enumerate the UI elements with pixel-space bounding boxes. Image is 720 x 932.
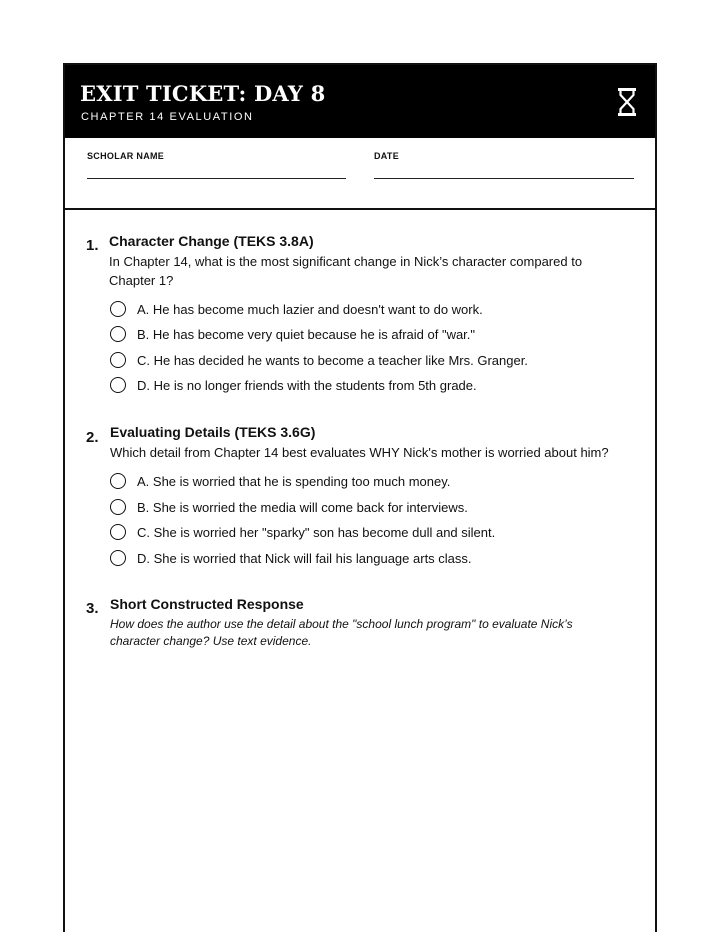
radio-button[interactable] — [110, 550, 126, 566]
option-d[interactable] — [110, 375, 477, 395]
option-label: B. She is worried the media will come back for interviews. — [137, 499, 468, 515]
option-label: C. He has decided he wants to become a teacher like Mrs. Granger. — [137, 352, 528, 368]
question-number: 2. — [86, 429, 99, 446]
option-d[interactable] — [110, 548, 472, 568]
question-title: Short Constructed Response — [110, 596, 304, 612]
option-label: B. He has become very quiet because he is afraid of "war." — [137, 326, 476, 342]
date-line[interactable] — [374, 178, 634, 179]
name-date-row — [65, 138, 655, 210]
radio-button[interactable] — [110, 301, 126, 317]
question-prompt: In Chapter 14, what is the most significant change in Nick’s character compared to Chapter 1? — [109, 254, 583, 288]
scholar-name-label: SCHOLAR NAME — [87, 151, 165, 161]
option-b[interactable] — [110, 497, 468, 517]
option-label: C. She is worried her "sparky" son has become dull and silent. — [137, 524, 496, 540]
radio-button[interactable] — [110, 473, 126, 489]
exit-ticket-sheet — [63, 63, 657, 932]
scholar-name-line[interactable] — [87, 178, 346, 179]
option-label: A. He has become much lazier and doesn't want to do work. — [137, 301, 483, 317]
option-a[interactable] — [110, 299, 483, 319]
question-title: Character Change (TEKS 3.8A) — [109, 233, 314, 249]
header-banner — [65, 65, 655, 138]
scholar-name-field[interactable] — [87, 151, 164, 161]
option-label: A. She is worried that he is spending too much money. — [137, 473, 451, 489]
radio-button[interactable] — [110, 499, 126, 515]
radio-button[interactable] — [110, 352, 126, 368]
option-a[interactable] — [110, 471, 450, 491]
option-c[interactable] — [110, 522, 495, 542]
question-number: 1. — [86, 237, 99, 254]
option-b[interactable] — [110, 324, 475, 344]
question-prompt: How does the author use the detail about the "school lunch program" to evaluate Nick’s character change? Use text evidence. — [110, 617, 573, 648]
question-title: Evaluating Details (TEKS 3.6G) — [110, 424, 316, 440]
hourglass-icon — [617, 88, 637, 116]
question-prompt: Which detail from Chapter 14 best evaluates WHY Nick's mother is worried about him? — [110, 445, 609, 460]
page-title: EXIT TICKET: DAY 8 — [80, 81, 326, 106]
option-label: D. He is no longer friends with the students from 5th grade. — [137, 377, 477, 393]
radio-button[interactable] — [110, 377, 126, 393]
question-number: 3. — [86, 600, 99, 617]
option-c[interactable] — [110, 350, 528, 370]
page-subtitle: CHAPTER 14 EVALUATION — [81, 111, 254, 123]
option-label: D. She is worried that Nick will fail his language arts class. — [137, 550, 472, 566]
radio-button[interactable] — [110, 524, 126, 540]
date-label: DATE — [374, 151, 400, 161]
date-field[interactable] — [374, 151, 399, 161]
radio-button[interactable] — [110, 326, 126, 342]
